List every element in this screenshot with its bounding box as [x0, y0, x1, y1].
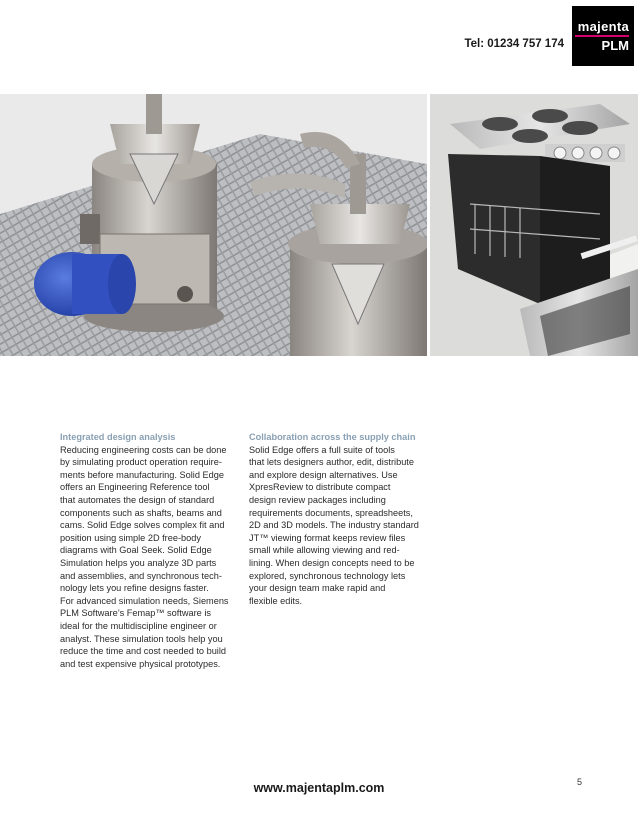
page-number: 5	[577, 777, 583, 787]
majenta-plm-logo[interactable]	[572, 6, 634, 66]
section-heading: Integrated design analysis	[60, 432, 176, 442]
oven-image	[430, 94, 638, 356]
collaboration-supply-chain-section	[249, 431, 434, 607]
website-url[interactable]: www.majentaplm.com	[253, 781, 385, 795]
section-body: Reducing engineering costs can be done by simulating product operation require- ments before manufacturing. Solid Edge offers an Engineering Reference tool that automates the design of standard components such as shafts, beams and cams. Solid Edge solves complex fit and position using simple 2D free-body diagrams with Goal Seek. Solid Edge Simulation helps you analyze 3D parts and assemblies, and synchronous tech- nology lets you refine designs faster. For advanced simulation needs, Siemens PLM Software’s Femap™ software is ideal for the multidiscipline engineer or analyst. These simulation tools help you reduce the time and cost needed to build and test expensive physical prototypes.	[60, 444, 229, 669]
logo-accent-bar	[575, 35, 629, 37]
logo-text-top: majenta	[577, 19, 629, 34]
section-heading: Collaboration across the supply chain	[249, 432, 416, 442]
section-body: Solid Edge offers a full suite of tools that lets designers author, edit, distribute and explore design alternatives. Use XpresReview to distribute compact design review packages including requirements documents, spreadsheets, 2D and 3D models. The industry standard JT™ viewing format keeps review files small while allowing viewing and red- lining. When design concepts need to be explored, synchronous technology lets your design team make rapid and flexible edits.	[249, 444, 419, 606]
integrated-design-analysis-section	[60, 431, 245, 670]
separator-machinery-image	[0, 94, 427, 356]
logo-text-bottom: PLM	[601, 38, 629, 53]
telephone-number: Tel: 01234 757 174	[464, 38, 564, 50]
